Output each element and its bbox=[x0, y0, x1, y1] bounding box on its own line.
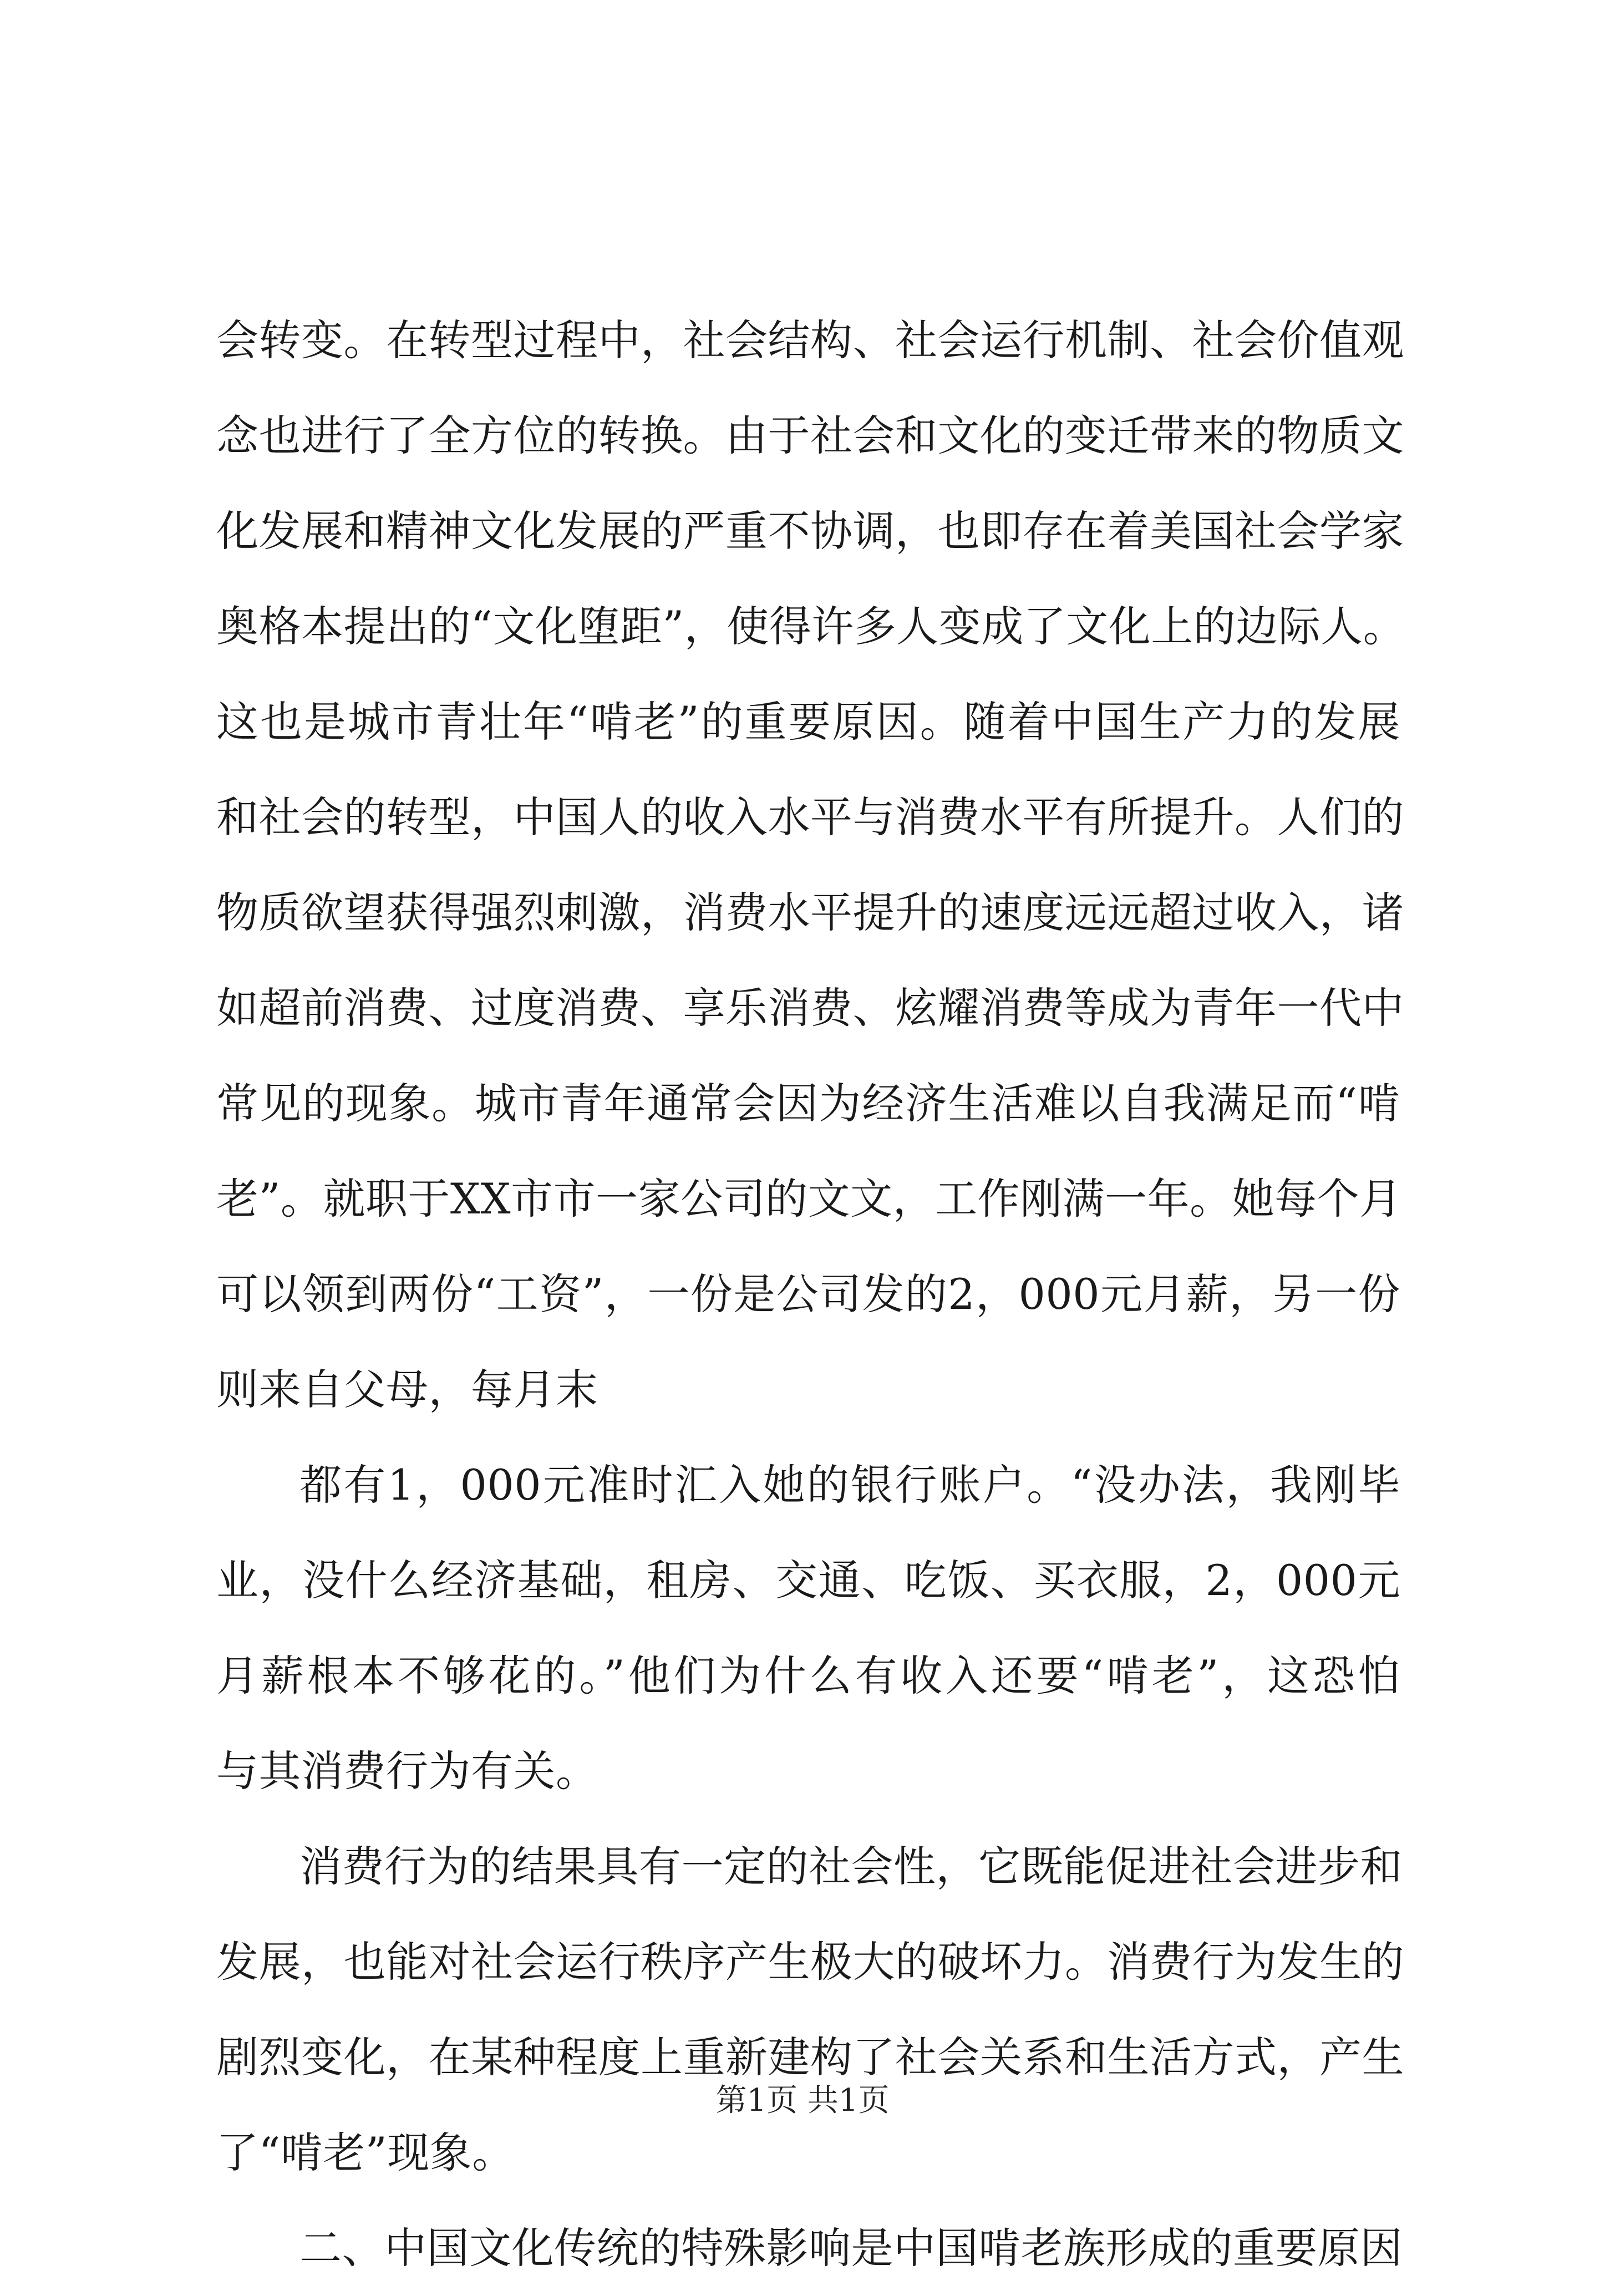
text-line: 都有1，000元准时汇入她的银行账户。“没办法，我刚毕 bbox=[299, 1460, 1400, 1510]
text-line: 二、中国文化传统的特殊影响是中国啃老族形成的重要原因 bbox=[299, 2223, 1403, 2273]
text-line: 月薪根本不够花的。”他们为什么有收入还要“啃老”，这恐怕 bbox=[216, 1651, 1400, 1700]
text-line: 念也进行了全方位的转换。由于社会和文化的变迁带来的物质文 bbox=[216, 411, 1404, 460]
page-footer: 第1页 共1页 bbox=[715, 2082, 890, 2119]
text-line: 可以领到两份“工资”，一份是公司发的2，000元月薪，另一份 bbox=[216, 1269, 1400, 1319]
paragraph-p3 bbox=[216, 1819, 1404, 2201]
document-body bbox=[216, 293, 1406, 2296]
text-line: 奥格本提出的“文化堕距”，使得许多人变成了文化上的边际人。 bbox=[216, 602, 1406, 651]
text-line: 与其消费行为有关。 bbox=[216, 1746, 598, 1796]
text-line: 常见的现象。城市青年通常会因为经济生活难以自我满足而“啃 bbox=[216, 1079, 1400, 1128]
text-line: 则来自父母，每月末 bbox=[216, 1365, 598, 1414]
paragraph-p2 bbox=[216, 1437, 1400, 1819]
text-line: 发展，也能对社会运行秩序产生极大的破坏力。消费行为发生的 bbox=[216, 1937, 1404, 1987]
text-line: 物质欲望获得强烈刺激，消费水平提升的速度远远超过收入，诸 bbox=[216, 888, 1404, 937]
text-line: 和社会的转型，中国人的收入水平与消费水平有所提升。人们的 bbox=[216, 793, 1404, 842]
text-line: 消费行为的结果具有一定的社会性，它既能促进社会进步和 bbox=[299, 1842, 1403, 1891]
paragraph-p4 bbox=[216, 2201, 1403, 2296]
text-line: 如超前消费、过度消费、享乐消费、炫耀消费等成为青年一代中 bbox=[216, 983, 1404, 1033]
paragraph-p1 bbox=[216, 293, 1406, 1437]
text-line: 剧烈变化，在某种程度上重新建构了社会关系和生活方式，产生 bbox=[216, 2033, 1404, 2082]
text-line: 这也是城市青壮年“啃老”的重要原因。随着中国生产力的发展 bbox=[216, 697, 1400, 746]
text-line: 会转变。在转型过程中，社会结构、社会运行机制、社会价值观 bbox=[216, 316, 1404, 365]
text-line: 老”。就职于XX市市一家公司的文文，工作刚满一年。她每个月 bbox=[216, 1174, 1402, 1223]
text-line: 了“啃老”现象。 bbox=[216, 2128, 515, 2177]
text-line: 业，没什么经济基础，租房、交通、吃饭、买衣服，2，000元 bbox=[216, 1556, 1400, 1605]
text-line: 化发展和精神文化发展的严重不协调，也即存在着美国社会学家 bbox=[216, 506, 1404, 556]
